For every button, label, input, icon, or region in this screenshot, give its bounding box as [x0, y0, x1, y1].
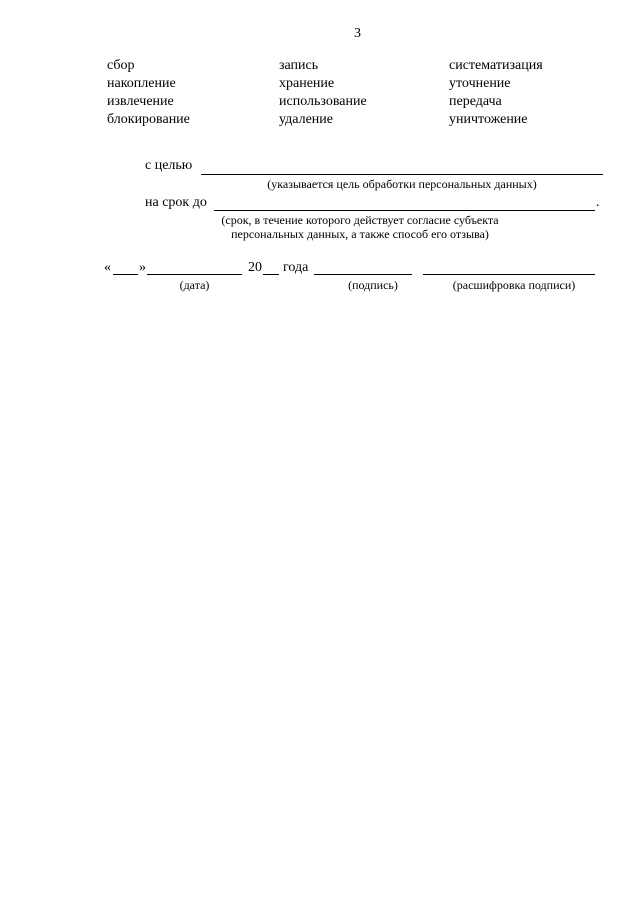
purpose-field[interactable] [201, 174, 603, 175]
purpose-caption: (указывается цель обработки персональных данных) [267, 177, 537, 191]
action-item: сбор [107, 58, 135, 73]
signature-decode-field[interactable] [423, 274, 595, 275]
action-item: использование [279, 94, 367, 109]
date-year-suffix: года [283, 260, 309, 275]
action-item: удаление [279, 112, 333, 127]
processing-actions-grid [107, 57, 577, 129]
term-end-punct: . [596, 195, 600, 210]
date-quote-close: » [139, 260, 146, 275]
term-field[interactable] [214, 210, 595, 211]
term-label: на срок до [145, 195, 207, 210]
date-year-field[interactable] [263, 274, 279, 275]
action-item: уничтожение [449, 112, 528, 127]
action-item: накопление [107, 76, 176, 91]
signature-caption: (подпись) [348, 278, 398, 292]
actions-row-2 [107, 75, 577, 93]
action-item: передача [449, 94, 502, 109]
signature-decode-caption: (расшифровка подписи) [452, 278, 576, 292]
date-day-field[interactable] [113, 274, 138, 275]
action-item: уточнение [449, 76, 511, 91]
action-item: запись [279, 58, 319, 73]
action-item: хранение [279, 76, 335, 91]
date-year-prefix: 20 [248, 260, 262, 275]
date-caption: (дата) [179, 278, 210, 292]
actions-row-4 [107, 111, 577, 129]
page-number: 3 [354, 26, 361, 41]
term-caption-line2: персональных данных, а также способ его отзыва) [231, 227, 489, 241]
date-month-field[interactable] [147, 274, 242, 275]
actions-row-1 [107, 57, 577, 75]
date-quote-open: « [104, 260, 111, 275]
purpose-label: с целью [145, 158, 193, 173]
actions-row-3 [107, 93, 577, 111]
action-item: систематизация [449, 58, 543, 73]
action-item: блокирование [107, 112, 190, 127]
term-caption-line1: (срок, в течение которого действует согласие субъекта [221, 213, 499, 227]
action-item: извлечение [107, 94, 174, 109]
signature-field[interactable] [314, 274, 412, 275]
